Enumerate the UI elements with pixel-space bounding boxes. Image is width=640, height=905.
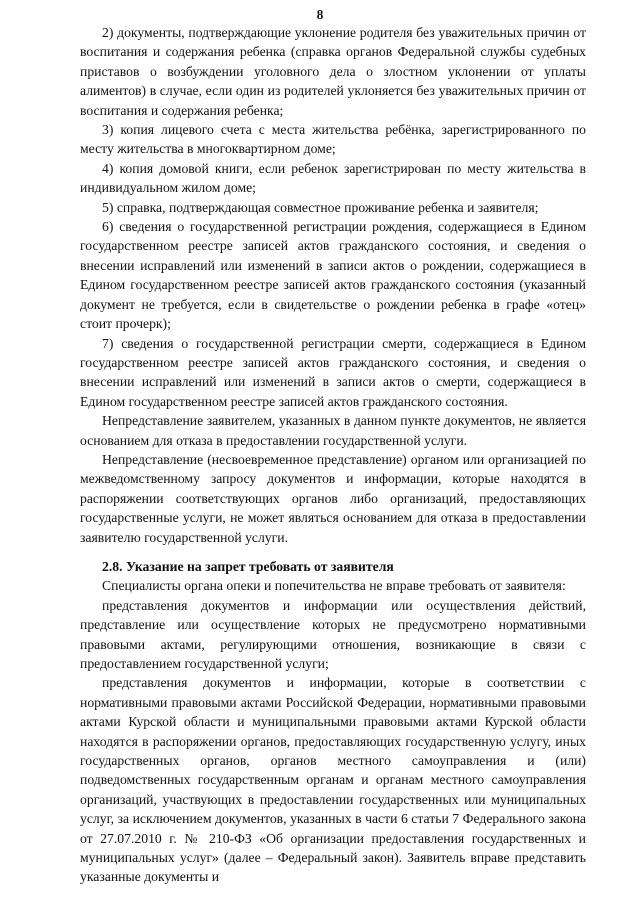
section-spacer: [80, 547, 586, 557]
paragraph-item-7: 7) сведения о государственной регистрации смерти, содержащиеся в Едином государственном реестре записей актов гражданского состояния, и сведения о внесении исправлений или изменений в записи актов о смерти, содержащиеся в Едином государственном реестре записей актов гражданского состояния.: [80, 335, 586, 409]
document-body: [80, 23, 586, 887]
paragraph-prohibition-1: представления документов и информации или осуществления действий, представление или осуществление которых не предусмотрено нормативными правовыми актами, регулирующими отношения, возникающие в связи с предоставлением государственной услуги;: [80, 597, 586, 671]
paragraph-item-6: 6) сведения о государственной регистрации рождения, содержащиеся в Едином государственном реестре записей актов гражданского состояния, и сведения о внесении исправлений или изменений в записи актов о рождении, содержащиеся в Едином государственном реестре записей актов гражданского состояния (указанный документ не требуется, если в свидетельстве о рождении ребенка в графе «отец» стоит прочерк);: [80, 219, 586, 332]
paragraph-prohibition-2: представления документов и информации, которые в соответствии с нормативными правовыми актами Российской Федерации, нормативными правовыми актами Курской области и муниципальными правовыми актами Курской области находятся в распоряжении органов, предоставляющих государственную услугу, иных государственных органов, органов местного самоуправления и (или) подведомственных государственным органам и органам местного самоуправления организаций, участвующих в предоставлении государственных или муниципальных услуг, за исключением документов, указанных в части 6 статьи 7 Федерального закона от 27.07.2010 г. № 210-ФЗ «Об организации предоставления государственных и муниципальных услуг» (далее – Федеральный закон). Заявитель вправе представить указанные документы и: [80, 675, 586, 885]
paragraph-non-submission: Непредставление заявителем, указанных в данном пункте документов, не является основанием для отказа в предоставлении государственной услуги.: [80, 413, 586, 448]
paragraph-item-2: 2) документы, подтверждающие уклонение родителя без уважительных причин от воспитания и содержания ребенка (справка органов Федеральной службы судебных приставов о возбуждении уголовного дела о злостном уклонении от уплаты алиментов) в случае, если один из родителей уклоняется без уважительных причин от воспитания и содержания ребенка;: [80, 25, 586, 118]
paragraph-item-5: 5) справка, подтверждающая совместное проживание ребенка и заявителя;: [102, 199, 539, 215]
paragraph-item-3: 3) копия лицевого счета с места жительства ребёнка, зарегистрированного по месту жительства в многоквартирном доме;: [80, 122, 586, 157]
paragraph-specialists: Специалисты органа опеки и попечительства не вправе требовать от заявителя:: [102, 578, 566, 594]
section-heading: 2.8. Указание на запрет требовать от заявителя: [102, 558, 394, 574]
paragraph-interagency: Непредставление (несвоевременное представление) органом или организацией по межведомственному запросу документов и информации, которые находятся в распоряжении соответствующих органов либо организаций, предоставляющих государственные услуги, не может являться основанием для отказа в предоставлении заявителю государственной услуги.: [80, 451, 586, 545]
paragraph-item-4: 4) копия домовой книги, если ребенок зарегистрирован по месту жительства в индивидуальном жилом доме;: [80, 160, 586, 196]
page-number: 8: [316, 7, 324, 22]
